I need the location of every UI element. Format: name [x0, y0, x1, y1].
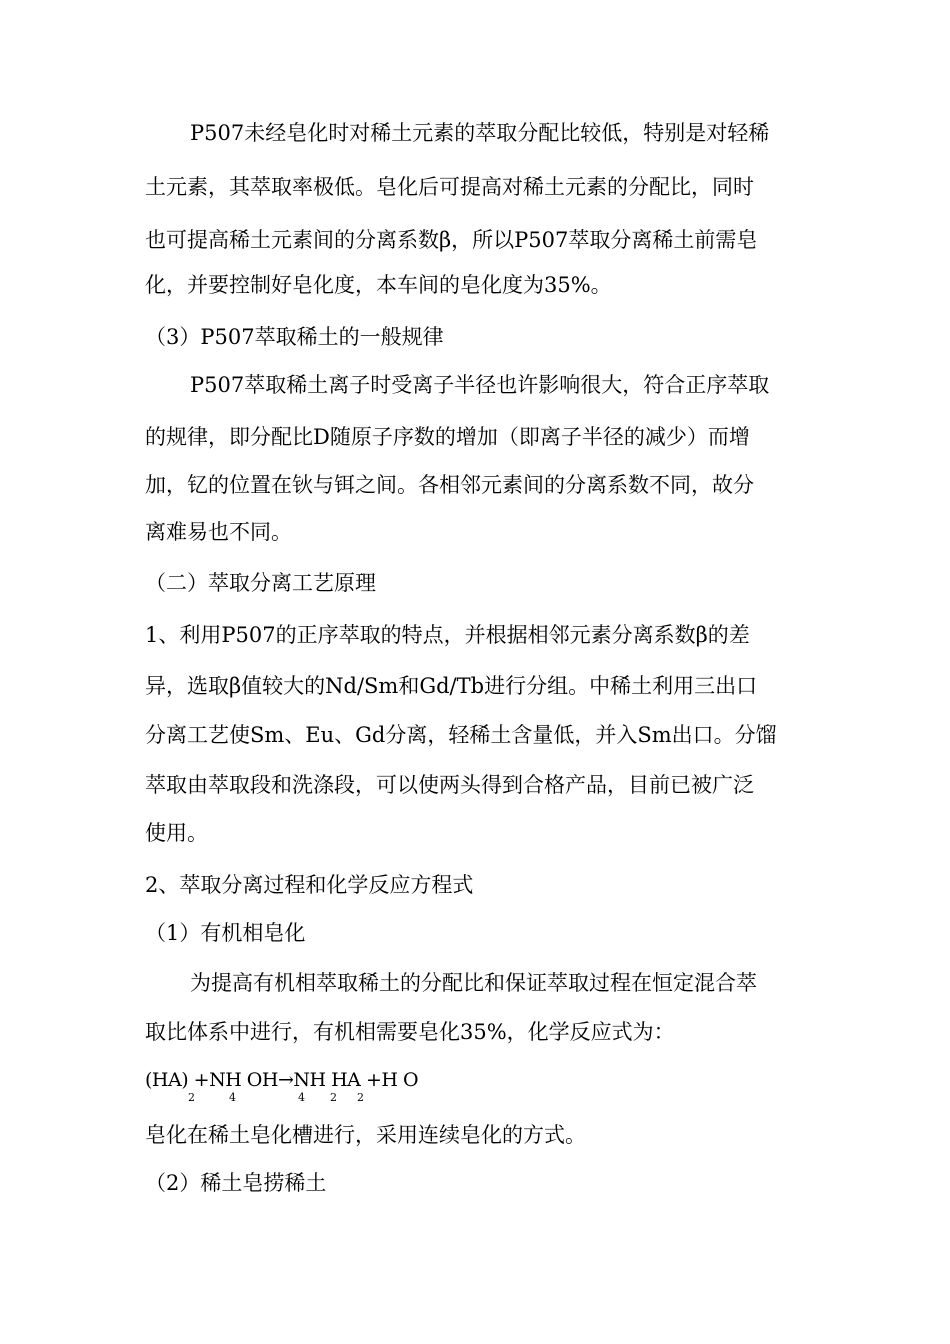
paragraph-line: 化，并要控制好皂化度，本车间的皂化度为35%。 [145, 273, 612, 297]
paragraph-line: 离难易也不同。 [145, 520, 292, 544]
section-heading: （2）稀土皂捞稀土 [145, 1171, 327, 1195]
paragraph-line: P507未经皂化时对稀土元素的萃取分配比较低，特别是对轻稀 [190, 121, 770, 145]
paragraph-line: 的规律，即分配比D随原子序数的增加（即离子半径的减少）而增 [145, 425, 750, 449]
paragraph-line: 萃取由萃取段和洗涤段，可以使两头得到合格产品，目前已被广泛 [145, 773, 754, 797]
formula-subscript: 4 [298, 1091, 305, 1104]
paragraph-line: 分离工艺使Sm、Eu、Gd分离，轻稀土含量低，并入Sm出口。分馏 [145, 723, 777, 747]
section-heading: 2、萃取分离过程和化学反应方程式 [145, 873, 474, 897]
paragraph-line: 也可提高稀土元素间的分离系数β，所以P507萃取分离稀土前需皂 [145, 228, 758, 252]
paragraph-line: 为提高有机相萃取稀土的分配比和保证萃取过程在恒定混合萃 [190, 971, 757, 995]
formula-subscript: 2 [330, 1091, 337, 1104]
chemical-equation: (HA) +NH OH→NH HA +H O [145, 1069, 419, 1091]
paragraph-line: 异，选取β值较大的Nd/Sm和Gd/Tb进行分组。中稀土利用三出口 [145, 674, 758, 698]
paragraph-line: 加，钇的位置在钬与铒之间。各相邻元素间的分离系数不同，故分 [145, 473, 754, 497]
paragraph-line: 取比体系中进行，有机相需要皂化35%，化学反应式为： [145, 1020, 675, 1044]
paragraph-line: 使用。 [145, 821, 208, 845]
formula-subscript: 4 [229, 1091, 236, 1104]
formula-subscript: 2 [357, 1091, 364, 1104]
paragraph-line: P507萃取稀土离子时受离子半径也许影响很大，符合正序萃取 [190, 373, 770, 397]
paragraph-line: 土元素，其萃取率极低。皂化后可提高对稀土元素的分配比，同时 [145, 175, 754, 199]
section-heading: （1）有机相皂化 [145, 921, 306, 945]
section-heading: （3）P507萃取稀土的一般规律 [145, 325, 444, 349]
formula-subscript: 2 [188, 1091, 195, 1104]
section-heading: （二）萃取分离工艺原理 [145, 571, 376, 595]
paragraph-line: 皂化在稀土皂化槽进行，采用连续皂化的方式。 [145, 1123, 586, 1147]
paragraph-line: 1、利用P507的正序萃取的特点，并根据相邻元素分离系数β的差 [145, 623, 750, 647]
